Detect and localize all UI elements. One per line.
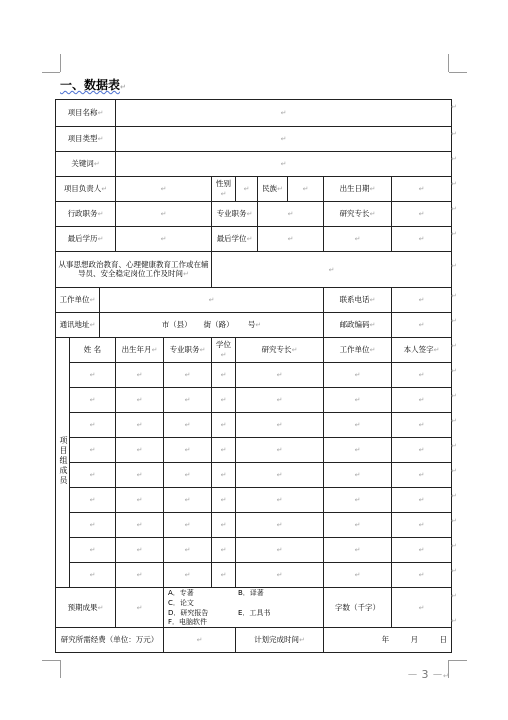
row-keywords xyxy=(56,152,452,177)
years-work-field[interactable]: ↵ xyxy=(212,252,452,288)
title-field[interactable]: ↵ xyxy=(258,202,324,227)
member-cell[interactable]: ↵ xyxy=(116,438,164,463)
row-address xyxy=(56,313,452,338)
member-cell[interactable]: ↵ xyxy=(392,388,452,413)
member-cell[interactable]: ↵ xyxy=(324,463,392,488)
education-label: 最后学历↵ xyxy=(56,227,116,252)
member-cell[interactable]: ↵ xyxy=(324,438,392,463)
row-funding xyxy=(56,628,452,653)
member-row xyxy=(56,463,452,488)
row-years-work xyxy=(56,252,452,288)
row-end-mark: ↵ xyxy=(451,442,457,450)
member-cell[interactable]: ↵ xyxy=(70,463,116,488)
member-cell[interactable]: ↵ xyxy=(236,513,324,538)
row-end-mark: ↵ xyxy=(451,317,457,325)
degree-label: 最后学位↵ xyxy=(212,227,258,252)
postcode-field[interactable]: ↵ xyxy=(392,313,452,338)
member-cell[interactable]: ↵ xyxy=(116,413,164,438)
row-work-unit xyxy=(56,288,452,313)
address-field[interactable]: 市（县） 街（路） 号↵ xyxy=(100,313,324,338)
section-heading: 一、数据表↵ xyxy=(60,78,126,92)
member-cell[interactable]: ↵ xyxy=(324,363,392,388)
member-cell[interactable]: ↵ xyxy=(116,563,164,588)
row-end-mark: ↵ xyxy=(451,180,457,188)
row-end-mark: ↵ xyxy=(451,205,457,213)
member-row xyxy=(56,388,452,413)
row-admin-post xyxy=(56,202,452,227)
member-col-birth: 出生年月↵ xyxy=(116,338,164,363)
member-cell[interactable]: ↵ xyxy=(70,538,116,563)
member-row xyxy=(56,563,452,588)
row-project-name xyxy=(56,100,452,127)
crop-mark xyxy=(42,72,60,73)
keywords-label: 关键词↵ xyxy=(56,152,116,177)
row-end-mark: ↵ xyxy=(451,417,457,425)
row-project-type xyxy=(56,127,452,152)
degree-field[interactable]: ↵ xyxy=(258,227,324,252)
row-end-mark: ↵ xyxy=(451,592,457,600)
member-col-degree: 学位↵ xyxy=(212,338,236,363)
member-cell[interactable]: ↵ xyxy=(212,488,236,513)
row-end-mark: ↵ xyxy=(451,103,457,111)
member-cell[interactable]: ↵ xyxy=(116,488,164,513)
birth-date-label: 出生日期↵ xyxy=(324,177,392,202)
project-type-field[interactable]: ↵ xyxy=(116,127,452,152)
member-cell[interactable]: ↵ xyxy=(212,538,236,563)
admin-post-label: 行政职务↵ xyxy=(56,202,116,227)
row-end-mark: ↵ xyxy=(451,367,457,375)
member-cell[interactable]: ↵ xyxy=(116,363,164,388)
member-row xyxy=(56,538,452,563)
member-cell[interactable]: ↵ xyxy=(164,488,212,513)
data-table xyxy=(55,99,452,653)
member-cell[interactable]: ↵ xyxy=(392,463,452,488)
member-row xyxy=(56,363,452,388)
address-label: 通讯地址↵ xyxy=(56,313,100,338)
member-cell[interactable]: ↵ xyxy=(236,363,324,388)
member-cell[interactable]: ↵ xyxy=(116,538,164,563)
gender-label: 性别↵ xyxy=(212,177,236,202)
row-end-mark: ↵ xyxy=(451,262,457,270)
member-cell[interactable]: ↵ xyxy=(164,513,212,538)
member-cell[interactable]: ↵ xyxy=(324,413,392,438)
member-cell[interactable]: ↵ xyxy=(70,513,116,538)
member-col-name: 姓 名 xyxy=(70,338,116,363)
members-header-row xyxy=(56,338,452,363)
member-cell[interactable]: ↵ xyxy=(70,413,116,438)
project-type-label: 项目类型↵ xyxy=(56,127,116,152)
member-cell[interactable]: ↵ xyxy=(324,563,392,588)
row-end-mark: ↵ xyxy=(451,155,457,163)
birth-date-field[interactable]: ↵ xyxy=(392,177,452,202)
member-cell[interactable]: ↵ xyxy=(236,463,324,488)
crop-mark xyxy=(42,660,60,661)
member-cell[interactable]: ↵ xyxy=(70,363,116,388)
member-cell[interactable]: ↵ xyxy=(70,438,116,463)
project-name-field[interactable]: ↵ xyxy=(116,100,452,127)
member-cell[interactable]: ↵ xyxy=(70,488,116,513)
gender-field[interactable]: ↵ xyxy=(236,177,258,202)
row-end-mark: ↵ xyxy=(451,492,457,500)
member-cell[interactable]: ↵ xyxy=(164,538,212,563)
crop-mark xyxy=(60,54,61,72)
crop-mark xyxy=(60,660,61,678)
member-cell[interactable]: ↵ xyxy=(392,413,452,438)
member-cell[interactable]: ↵ xyxy=(324,538,392,563)
member-row xyxy=(56,513,452,538)
work-unit-field[interactable]: ↵ xyxy=(100,288,324,313)
outcome-label: 预期成果↵ xyxy=(56,588,116,628)
specialty-label: 研究专长↵ xyxy=(324,202,392,227)
member-cell[interactable]: ↵ xyxy=(392,563,452,588)
outcome-options[interactable]: A．专著 B．译著C．论文 D．研究报告 E．工具书F．电脑软件 xyxy=(164,588,324,628)
member-cell[interactable]: ↵ xyxy=(212,363,236,388)
member-cell[interactable]: ↵ xyxy=(236,563,324,588)
member-cell[interactable]: ↵ xyxy=(236,413,324,438)
member-row xyxy=(56,488,452,513)
row-outcome xyxy=(56,588,452,628)
member-row xyxy=(56,413,452,438)
member-cell[interactable]: ↵ xyxy=(392,513,452,538)
postcode-label: 邮政编码↵ xyxy=(324,313,392,338)
title-label: 专业职务↵ xyxy=(212,202,258,227)
member-cell[interactable]: ↵ xyxy=(116,513,164,538)
member-cell[interactable]: ↵ xyxy=(116,388,164,413)
member-cell[interactable]: ↵ xyxy=(70,563,116,588)
admin-post-field[interactable]: ↵ xyxy=(116,202,212,227)
word-count-field[interactable]: ↵ xyxy=(392,588,452,628)
outcome-blank[interactable]: ↵ xyxy=(116,588,164,628)
member-cell[interactable]: ↵ xyxy=(324,388,392,413)
phone-label: 联系电话↵ xyxy=(324,288,392,313)
crop-mark xyxy=(449,660,467,661)
row-end-mark: ↵ xyxy=(451,292,457,300)
degree-extra-field-2[interactable]: ↵ xyxy=(392,227,452,252)
leader-label: 项目负责人↵ xyxy=(56,177,116,202)
row-end-mark: ↵ xyxy=(451,467,457,475)
member-cell[interactable]: ↵ xyxy=(392,363,452,388)
member-cell[interactable]: ↵ xyxy=(392,488,452,513)
member-cell[interactable]: ↵ xyxy=(212,413,236,438)
row-leader xyxy=(56,177,452,202)
funding-label: 研究所需经费（单位：万元） xyxy=(56,628,164,653)
word-count-label: 字数（千字） xyxy=(324,588,392,628)
member-cell[interactable]: ↵ xyxy=(392,538,452,563)
member-cell[interactable]: ↵ xyxy=(164,463,212,488)
member-cell[interactable]: ↵ xyxy=(236,438,324,463)
member-cell[interactable]: ↵ xyxy=(164,438,212,463)
member-cell[interactable]: ↵ xyxy=(164,388,212,413)
member-cell[interactable]: ↵ xyxy=(70,388,116,413)
phone-field[interactable]: ↵ xyxy=(392,288,452,313)
years-work-label: 从事思想政治教育、心理健康教育工作或在辅导员、安全稳定岗位工作及时间↵ xyxy=(56,252,212,288)
row-end-mark: ↵ xyxy=(451,392,457,400)
funding-field[interactable]: ↵ xyxy=(164,628,236,653)
member-cell[interactable]: ↵ xyxy=(392,438,452,463)
row-end-mark: ↵ xyxy=(451,617,457,625)
member-cell[interactable]: ↵ xyxy=(164,563,212,588)
member-col-title: 专业职务↵ xyxy=(164,338,212,363)
keywords-field[interactable]: ↵ xyxy=(116,152,452,177)
crop-mark xyxy=(449,72,467,73)
member-cell[interactable]: ↵ xyxy=(236,388,324,413)
row-end-mark: ↵ xyxy=(451,542,457,550)
row-end-mark: ↵ xyxy=(451,342,457,350)
education-field[interactable]: ↵ xyxy=(116,227,212,252)
member-cell[interactable]: ↵ xyxy=(212,438,236,463)
member-cell[interactable]: ↵ xyxy=(212,463,236,488)
crop-mark xyxy=(448,54,449,72)
member-cell[interactable]: ↵ xyxy=(164,363,212,388)
member-cell[interactable]: ↵ xyxy=(236,488,324,513)
degree-extra-field[interactable]: ↵ xyxy=(324,227,392,252)
leader-field[interactable]: ↵ xyxy=(116,177,212,202)
ethnicity-field[interactable]: ↵ xyxy=(288,177,324,202)
member-cell[interactable]: ↵ xyxy=(212,388,236,413)
row-end-mark: ↵ xyxy=(451,567,457,575)
member-cell[interactable]: ↵ xyxy=(324,513,392,538)
member-cell[interactable]: ↵ xyxy=(324,488,392,513)
row-education xyxy=(56,227,452,252)
project-name-label: 项目名称↵ xyxy=(56,100,116,127)
ethnicity-label: 民族↵ xyxy=(258,177,288,202)
member-row xyxy=(56,438,452,463)
row-end-mark: ↵ xyxy=(451,230,457,238)
page-number: － 3 －↵ xyxy=(407,668,449,681)
member-cell[interactable]: ↵ xyxy=(236,538,324,563)
member-col-unit: 工作单位↵ xyxy=(324,338,392,363)
plan-date-field[interactable]: 年 月 日 xyxy=(324,628,452,653)
plan-label: 计划完成时间↵ xyxy=(236,628,324,653)
member-cell[interactable]: ↵ xyxy=(212,513,236,538)
member-cell[interactable]: ↵ xyxy=(212,563,236,588)
member-cell[interactable]: ↵ xyxy=(116,463,164,488)
members-side-label: 项目组成员 xyxy=(56,338,70,588)
specialty-field[interactable]: ↵ xyxy=(392,202,452,227)
row-end-mark: ↵ xyxy=(451,517,457,525)
work-unit-label: 工作单位↵ xyxy=(56,288,100,313)
row-end-mark: ↵ xyxy=(451,130,457,138)
member-col-specialty: 研究专长↵ xyxy=(236,338,324,363)
member-cell[interactable]: ↵ xyxy=(164,413,212,438)
member-col-signature: 本人签字↵ xyxy=(392,338,452,363)
